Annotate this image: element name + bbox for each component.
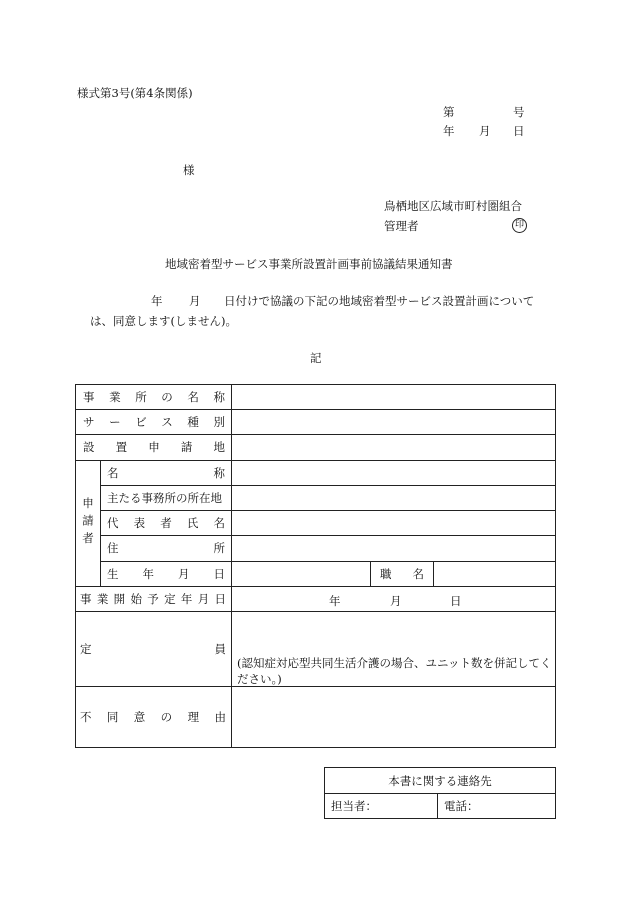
applicant-group-label bbox=[76, 460, 100, 586]
number-go: 号 bbox=[513, 105, 525, 119]
label-teiin: 定 員 bbox=[80, 641, 226, 656]
label-office-address: 主たる事務所の所在地 bbox=[107, 490, 222, 505]
date-month: 月 bbox=[479, 124, 491, 138]
ki-heading: 記 bbox=[310, 351, 322, 365]
issuer-title: 管理者 bbox=[384, 219, 419, 233]
label-shokumei: 職 名 bbox=[380, 566, 424, 581]
label-representative: 代 表 者 氏 名 bbox=[107, 515, 225, 530]
number-dai: 第 bbox=[443, 105, 455, 119]
label-birthdate: 生 年 月 日 bbox=[107, 566, 225, 581]
start-year: 年 bbox=[329, 594, 341, 608]
issuer-organization: 鳥栖地区広域市町村圏組合 bbox=[384, 199, 522, 213]
label-applicant-name: 名 称 bbox=[107, 465, 225, 480]
label-jigyosho-name: 事 業 所 の 名 称 bbox=[83, 389, 225, 404]
label-fudoi-reason: 不 同 意 の 理 由 bbox=[80, 709, 226, 724]
seal-mark: 印 bbox=[512, 218, 527, 233]
teiin-note: (認知症対応型共同生活介護の場合、ユニット数を併記してください。) bbox=[237, 656, 552, 686]
body-year: 年 bbox=[151, 294, 163, 308]
contact-heading: 本書に関する連絡先 bbox=[388, 773, 492, 788]
contact-denwa-label: 電話： bbox=[444, 799, 479, 813]
label-setti-location: 設 置 申 請 地 bbox=[83, 440, 225, 454]
body-text-line2: は、同意します(しません)。 bbox=[90, 314, 237, 328]
label-service-type: サ ー ビ ス 種 別 bbox=[83, 414, 225, 429]
date-day: 日 bbox=[513, 124, 525, 138]
document-title: 地域密着型サービス事業所設置計画事前協議結果通知書 bbox=[165, 257, 453, 271]
body-text-line1: 日付けで協議の下記の地域密着型サービス設置計画について bbox=[224, 294, 535, 308]
body-month: 月 bbox=[189, 294, 201, 308]
label-address: 住 所 bbox=[107, 541, 225, 555]
label-start-date: 事 業 開 始 予 定 年 月 日 bbox=[80, 591, 226, 606]
applicant-group-vertical: 申請者 bbox=[81, 496, 95, 550]
date-year: 年 bbox=[443, 124, 455, 138]
start-month: 月 bbox=[390, 594, 402, 608]
recipient-sama: 様 bbox=[183, 163, 195, 177]
start-day: 日 bbox=[450, 594, 462, 608]
form-number-label: 様式第3号(第4条関係) bbox=[77, 86, 193, 100]
contact-tantou-label: 担当者： bbox=[331, 799, 377, 813]
